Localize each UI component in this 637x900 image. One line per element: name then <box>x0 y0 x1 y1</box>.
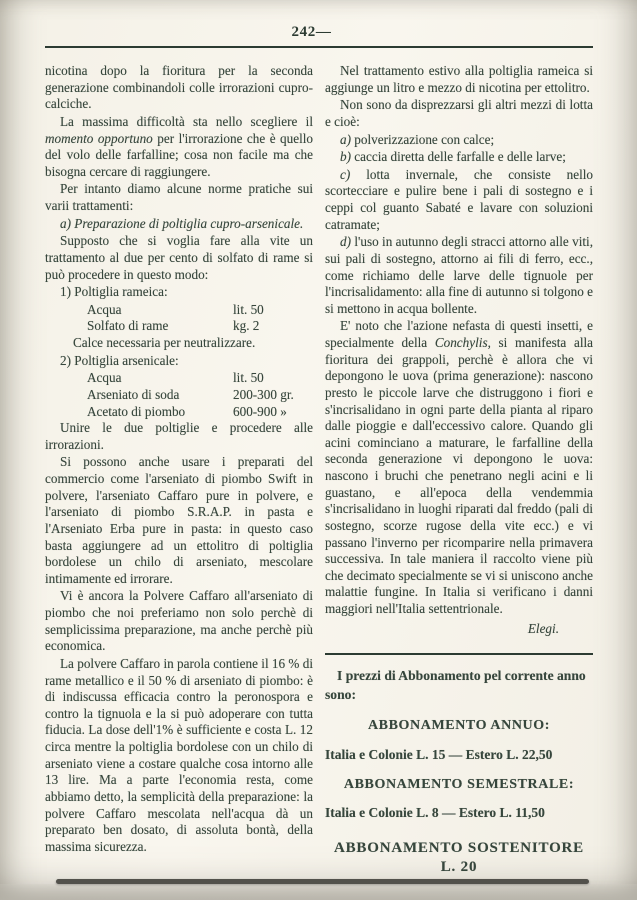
text-run: Supposto che si voglia fare alla vite un trattamento al due per cento di solfato di rame si può procedere in questo modo: <box>45 233 313 282</box>
text-run: d) <box>340 234 355 250</box>
text-run: ABBONAMENTO SOSTENITORE L. 20 <box>334 840 584 876</box>
text-run: Nel trattamento estivo alla poltiglia rameica si aggiunge un litro e mezzo di nicotina per ettolitro. <box>325 63 593 95</box>
paragraph <box>45 335 313 352</box>
recipe-quantity: lit. 50 <box>233 301 264 317</box>
text-run: lotta invernale, che consiste nello scortecciare e pulire bene i pali di sostegno e i ceppi col guanto Sabaté e lavare con soluzioni catramate; <box>325 166 594 232</box>
text-run: l'uso in autunno degli stracci attorno alle viti, sui pali di sostegno, attorno ai fili di ferro, ecc., come richiamo delle larve delle tignuole per l'incrisalidamento: alla fine di autunno si tolgono e si mettono in acqua bollente. <box>325 234 593 316</box>
subscription-sustainer <box>325 839 593 877</box>
text-run: caccia diretta delle farfalle e delle larve; <box>354 149 566 165</box>
recipe-ingredient: Acqua <box>87 301 122 317</box>
recipe-row <box>45 302 313 319</box>
paragraph <box>325 97 593 130</box>
text-run: per l'irrorazione che è quello del volo delle farfalline; cosa non facile ma che bisogna cercare di raggiungere. <box>45 130 313 179</box>
text-run: Elegi. <box>527 620 559 636</box>
text-run: 2) Poltiglia arsenicale: <box>60 352 179 368</box>
text-run: Italia e Colonie L. 15 — Estero L. 22,50 <box>325 746 553 762</box>
text-run: E' noto che l'azione nefasta di questi insetti, e specialmente della <box>325 318 593 350</box>
scan-edge-bottom <box>0 884 637 900</box>
subscription-lines <box>325 717 593 877</box>
recipe-quantity: kg. 2 <box>233 318 260 334</box>
recipe-row <box>45 387 313 404</box>
left-column <box>45 63 313 856</box>
text-run: La massima difficoltà sta nello scegliere il <box>60 113 313 129</box>
text-run: 1) Poltiglia rameica: <box>60 284 168 300</box>
text-run: c) <box>340 166 367 182</box>
recipe-row <box>45 404 313 421</box>
right-column-article <box>325 63 593 637</box>
paragraph <box>325 167 593 234</box>
text-run: polverizzazione con calce; <box>354 131 495 147</box>
recipe-row <box>45 318 313 335</box>
paragraph <box>45 181 313 214</box>
text-run: nicotina dopo la fioritura per la seconda generazione combinandoli colle irrorazioni cupro-calciche. <box>45 63 313 112</box>
recipe-quantity: 200-300 gr. <box>233 386 294 402</box>
paragraph <box>45 284 313 301</box>
paragraph <box>45 454 313 587</box>
text-run: , si manifesta alla fioritura dei grappoli, perchè è allora che vi depongono le uova (prima generazione): nascono presto le piccole larve che distruggono i fiori e s'incrisalidano in ogni parte della pianta al riparo dalle pioggie e dall'eccessivo calore. Quando gli acini cominciano a maturare, le farfalline della seconda generazione vi depongono le uova: nascono i bruchi che penetrano negli acini e li guastano, e all'epoca della vendemmia s'incrisalidano in luoghi riparati dal freddo (pali di sostegno, scorze rugose della vite ecc.) e vi passano l'inverno per ricomparire nella primavera successiva. In tale maniera il raccolto viene più che decimato specialmente se vi si uniscono anche malattie fungine. In Italia si verificano i danni maggiori nell'Italia settentrionale. <box>325 335 594 616</box>
text-run: a) Preparazione di poltiglia cupro-arsenicale. <box>60 215 304 231</box>
recipe-ingredient: Solfato di rame <box>87 318 169 334</box>
header-rule <box>45 46 593 48</box>
paragraph <box>45 420 313 453</box>
right-column <box>325 63 593 878</box>
text-run: Per intanto diamo alcune norme pratiche sui varii trattamenti: <box>45 181 313 213</box>
paragraph <box>325 132 593 149</box>
text-run: momento opportuno <box>45 130 153 146</box>
paragraph <box>325 234 593 317</box>
text-run: ABBONAMENTO SEMESTRALE: <box>343 776 575 792</box>
recipe-ingredient: Acqua <box>87 370 122 386</box>
subscription-price-semestral <box>325 804 593 821</box>
paragraph <box>45 114 313 181</box>
text-run: Vi è ancora la Polvere Caffaro all'arseniato di piombo che noi preferiamo non solo perchè di semplicissima preparazione, ma anche perchè più economica. <box>45 588 313 654</box>
recipe-ingredient: Arseniato di soda <box>87 386 180 402</box>
paragraph <box>45 63 313 113</box>
recipe-ingredient: Acetato di piombo <box>87 403 186 419</box>
recipe-quantity: 600-900 » <box>233 403 287 419</box>
paragraph <box>45 588 313 655</box>
text-run: Si possono anche usare i preparati del commercio come l'arseniato di piombo Swift in polvere, l'arseniato Caffaro pure in polvere, e l'arseniato di piombo S.R.A.P. in pasta e l'Arseniato Erba pure in pasta: in questo caso basta aggiungere ad un ettolitro di poltiglia bordolese un chilo di arseniato, mescolare intimamente ed irrorare. <box>45 454 313 586</box>
subscription-heading-semestral <box>325 776 593 794</box>
author-signature <box>325 621 593 638</box>
text-run: Conchylis <box>434 335 488 350</box>
paragraph <box>45 656 313 856</box>
paragraph <box>325 63 593 96</box>
subscription-divider <box>325 653 593 655</box>
paragraph <box>45 353 313 370</box>
subscription-heading-annual <box>325 717 593 735</box>
text-run: Unire le due poltiglie e procedere alle irrorazioni. <box>45 420 313 452</box>
subscription-section <box>325 653 593 877</box>
subscription-intro: I prezzi di Abbonamento pel corrente anno sono: <box>325 668 586 702</box>
text-run: a) <box>340 131 355 147</box>
text-run: Italia e Colonie L. 8 — Estero L. 11,50 <box>325 805 545 821</box>
text-run: Non sono da disprezzarsi gli altri mezzi di lotta e cioè: <box>325 97 593 129</box>
paragraph <box>45 216 313 233</box>
text-run: La polvere Caffaro in parola contiene il 16 % di rame metallico e il 50 % di arseniato di piombo: è di indiscussa efficacia contro la peronospora e contro la tignuola e la si può adoperare con tutta fiducia. La dose dell'1% è sufficiente e costa L. 12 circa mentre la poltiglia bordolese con un chilo di arseniato viene a costare qualche cosa intorno alle 13 lire. Ma a parte l'economia resta, come abbiamo detto, la semplicità della preparazione: la polvere Caffaro mescolata nell'acqua dà un preparato ben dosato, di assoluta bontà, della massima sicurezza. <box>45 655 313 854</box>
text-run: ABBONAMENTO ANNUO: <box>367 717 551 733</box>
paragraph <box>45 233 313 283</box>
paragraph <box>325 149 593 166</box>
subscription-price-annual <box>325 746 593 763</box>
recipe-row <box>45 370 313 387</box>
paragraph <box>325 318 593 617</box>
recipe-quantity: lit. 50 <box>233 370 264 386</box>
page-number: 242— <box>291 24 332 40</box>
text-run: b) <box>340 149 355 165</box>
text-run: Calce necessaria per neutralizzare. <box>73 335 256 350</box>
